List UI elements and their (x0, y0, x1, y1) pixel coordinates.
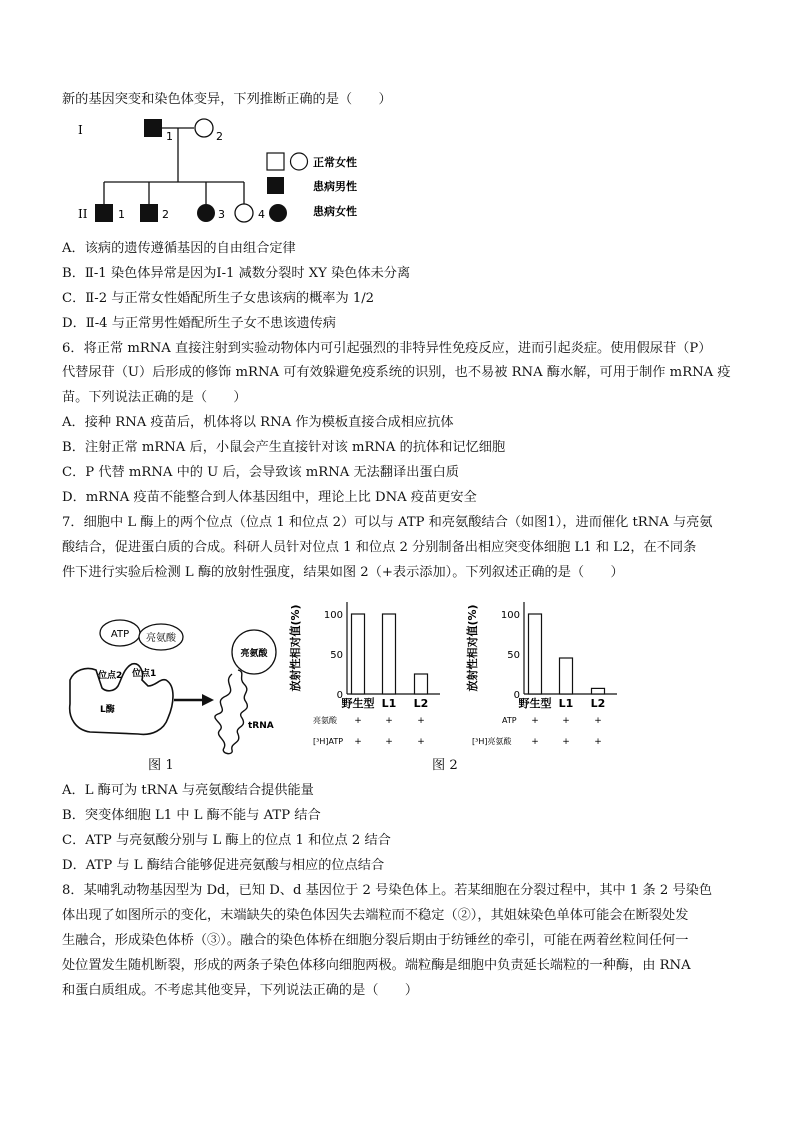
q6-option-a: A．接种 RNA 疫苗后，机体将以 RNA 作为模板直接合成相应抗体 (62, 415, 454, 430)
fig1-trna-squiggle (215, 670, 247, 754)
legend-normal-male-symbol (267, 153, 284, 170)
fig1-arrow-icon (202, 694, 214, 706)
chart-left-bar-l1 (383, 614, 396, 694)
legend-affected-female-label: 患病女性 (313, 205, 357, 218)
legend-normal-label: 正常女性 (313, 156, 357, 169)
q7-stem-line2: 酸结合，促进蛋白质的合成。科研人员针对位点 1 和位点 2 分别制备出相应突变体细胞 L1 和 L2，在不同条 (62, 540, 697, 555)
chart-right-mark-1-1: + (562, 737, 570, 747)
chart-left-mark-1-2: + (417, 737, 425, 747)
pedigree-gen-II: II (78, 207, 88, 221)
chart-left-bar-wildtype (352, 614, 365, 694)
legend-normal-female-symbol (291, 153, 308, 170)
q8-stem-line4: 处位置发生随机断裂，形成的两条子染色体移向细胞两极。端粒酶是细胞中负责延长端粒的一种酶，由 RNA (62, 958, 691, 973)
pedigree-II4-normal-female (235, 204, 253, 222)
q7-stem-line1: 7．细胞中 L 酶上的两个位点（位点 1 和位点 2）可以与 ATP 和亮氨酸结合（如图1），进而催化 tRNA 与亮氨 (62, 515, 713, 530)
q8-stem-line5: 和蛋白质组成。不考虑其他变异，下列说法正确的是（ ） (62, 983, 419, 998)
chart-left-cat-l1: L1 (381, 697, 397, 710)
chart-left-cat-wildtype: 野生型 (341, 697, 375, 710)
q5-option-d: D．Ⅱ-4 与正常男性婚配所生子女不患该遗传病 (62, 316, 336, 331)
chart-right-bar-l1 (560, 658, 573, 694)
q7-option-b: B．突变体细胞 L1 中 L 酶不能与 ATP 结合 (62, 808, 321, 823)
q8-stem-line2: 体出现了如图所示的变化，末端缺失的染色体因失去端粒而不稳定（②），其姐妹染色单体可能会在断裂处发 (62, 908, 689, 923)
chart-left-cond-1-label: [³H]ATP (313, 737, 344, 746)
q5-option-a: A．该病的遗传遵循基因的自由组合定律 (62, 241, 296, 256)
chart-right-bar-l2 (592, 688, 605, 694)
pedigree-II2-affected-male (140, 204, 158, 222)
q7-option-a: A．L 酶可为 tRNA 与亮氨酸结合提供能量 (62, 783, 314, 798)
chart-right-ytick-2: 100 (500, 610, 520, 621)
chart-right-mark-1-0: + (531, 737, 539, 747)
q5-option-c: C．Ⅱ-2 与正常女性婚配所生子女患该病的概率为 1/2 (62, 291, 375, 306)
pedigree-II1-affected-male (95, 204, 113, 222)
chart-right-ytick-0: 0 (513, 690, 520, 701)
figure-1 (62, 600, 302, 780)
chart-left-mark-1-0: + (354, 737, 362, 747)
pedigree-chart (62, 112, 392, 232)
q7-option-d: D．ATP 与 L 酶结合能够促进亮氨酸与相应的位点结合 (62, 858, 385, 873)
fig1-caption: 图 1 (148, 758, 174, 773)
q6-stem-line2: 代替尿苷（U）后形成的修饰 mRNA 可有效躲避免疫系统的识别，也不易被 RNA 酶水解，可用于制作 mRNA 疫 (62, 365, 731, 380)
fig1-site1-label: 位点1 (132, 669, 157, 679)
chart-left-mark-0-0: + (354, 716, 362, 726)
fig2-chart-right (462, 592, 632, 752)
fig1-atp-label: ATP (110, 629, 130, 640)
chart-right-mark-0-1: + (562, 716, 570, 726)
pedigree-label-II4: 4 (258, 208, 265, 221)
q6-option-c: C．P 代替 mRNA 中的 U 后，会导致该 mRNA 无法翻译出蛋白质 (62, 465, 459, 480)
chart-left-mark-0-1: + (385, 716, 393, 726)
pedigree-label-II3: 3 (218, 208, 225, 221)
q6-option-d: D．mRNA 疫苗不能整合到人体基因组中，理论上比 DNA 疫苗更安全 (62, 490, 477, 505)
chart-right-mark-0-2: + (594, 716, 602, 726)
fig2-caption: 图 2 (432, 758, 458, 773)
fig2-chart-left (285, 592, 455, 752)
chart-right-mark-0-0: + (531, 716, 539, 726)
pedigree-label-II2: 2 (162, 208, 169, 221)
q5-option-b: B．Ⅱ-1 染色体异常是因为Ⅰ-1 减数分裂时 XY 染色体未分离 (62, 266, 411, 281)
pedigree-I1-affected-male (144, 119, 162, 137)
q6-option-b: B．注射正常 mRNA 后，小鼠会产生直接针对该 mRNA 的抗体和记忆细胞 (62, 440, 506, 455)
chart-left-bar-l2 (415, 674, 428, 694)
chart-right-bar-wildtype (529, 614, 542, 694)
chart-right-ylabel: 放射性相对值(%) (466, 604, 479, 692)
chart-left-mark-0-2: + (417, 716, 425, 726)
chart-left-ylabel: 放射性相对值(%) (289, 604, 302, 692)
chart-right-cat-l2: L2 (590, 697, 606, 710)
chart-right-mark-1-2: + (594, 737, 602, 747)
fig1-bound-leucine-label: 亮氨酸 (240, 649, 268, 659)
legend-affected-male-label: 患病男性 (313, 180, 357, 193)
pedigree-label-II1: 1 (118, 208, 125, 221)
chart-left-ytick-0: 0 (336, 690, 343, 701)
fig1-trna-label: tRNA (248, 721, 274, 731)
q7-option-c: C．ATP 与亮氨酸分别与 L 酶上的位点 1 和位点 2 结合 (62, 833, 391, 848)
q6-stem-line1: 6．将正常 mRNA 直接注射到实验动物体内可引起强烈的非特异性免疫反应，进而引起炎症。使用假尿苷（P） (62, 341, 712, 356)
pedigree-label-I2: 2 (216, 130, 223, 143)
chart-right-cat-l1: L1 (558, 697, 574, 710)
pedigree-gen-I: I (78, 123, 83, 137)
fig1-leucine-label: 亮氨酸 (146, 633, 176, 644)
chart-right-cat-wildtype: 野生型 (518, 697, 552, 710)
chart-left-cat-l2: L2 (413, 697, 429, 710)
chart-left-ytick-2: 100 (323, 610, 343, 621)
q8-stem-line3: 生融合，形成染色体桥（③）。融合的染色体桥在细胞分裂后期由于纺锤丝的牵引，可能在两着丝粒间任何一 (62, 933, 689, 948)
chart-right-ytick-1: 50 (507, 650, 520, 661)
q8-stem-line1: 8．某哺乳动物基因型为 Dd，已知 D、d 基因位于 2 号染色体上。若某细胞在分裂过程中，其中 1 条 2 号染色 (62, 883, 713, 898)
fig1-site2-label: 位点2 (98, 671, 123, 681)
chart-left-ytick-1: 50 (330, 650, 343, 661)
legend-affected-male-symbol (267, 177, 284, 194)
q7-stem-line3: 件下进行实验后检测 L 酶的放射性强度，结果如图 2（+表示添加）。下列叙述正确的是（ ） (62, 565, 624, 580)
chart-left-mark-1-1: + (385, 737, 393, 747)
chart-left-cond-0-label: 亮氨酸 (313, 716, 337, 725)
q5-stem: 新的基因突变和染色体变异，下列推断正确的是（ ） (62, 92, 392, 107)
pedigree-II3-affected-female (197, 204, 215, 222)
chart-right-cond-1-label: [³H]亮氨酸 (472, 737, 512, 746)
q6-stem-line3: 苗。下列说法正确的是（ ） (62, 390, 247, 405)
pedigree-I2-normal-female (195, 119, 213, 137)
fig1-enzyme-label: L酶 (100, 705, 115, 715)
pedigree-label-I1: 1 (166, 130, 173, 143)
legend-affected-female-symbol (269, 204, 287, 222)
chart-right-cond-0-label: ATP (502, 716, 517, 725)
